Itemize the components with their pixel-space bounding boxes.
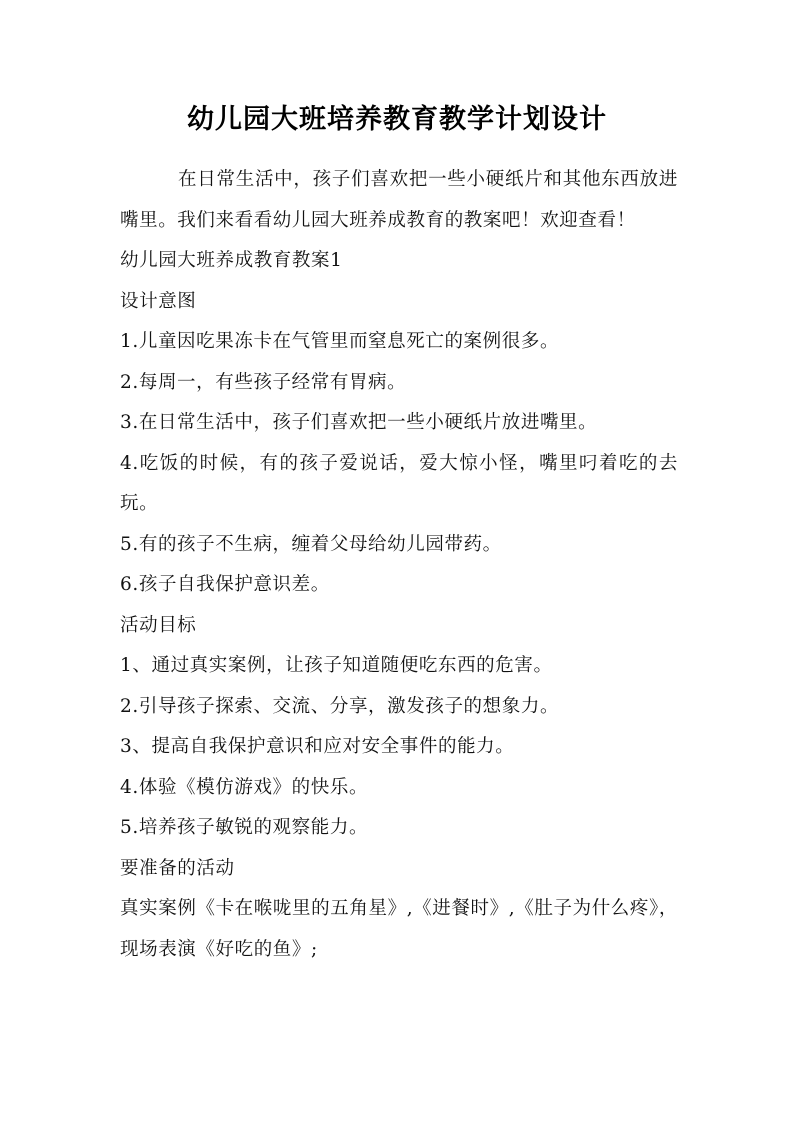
list-item: 1.儿童因吃果冻卡在气管里而窒息死亡的案例很多。: [120, 331, 560, 352]
intro-paragraph: 在日常生活中，孩子们喜欢把一些小硬纸片和其他东西放进嘴里。我们来看看幼儿园大班养成教育的教案吧！欢迎查看！: [120, 169, 678, 231]
document-title: 幼儿园大班培养教育教学计划设计: [187, 104, 607, 135]
list-item: 5.培养孩子敏锐的观察能力。: [120, 817, 369, 838]
list-item: 3、提高自我保护意识和应对安全事件的能力。: [120, 736, 515, 757]
list-item: 1、通过真实案例，让孩子知道随便吃东西的危害。: [120, 655, 553, 676]
section-heading-activity-goals: 活动目标: [120, 614, 197, 636]
lesson-plan-heading: 幼儿园大班养成教育教案1: [120, 250, 343, 271]
preparation-paragraph: 真实案例《卡在喉咙里的五角星》,《进餐时》,《肚子为什么疼》，现场表演《好吃的鱼》;: [120, 898, 678, 960]
list-item: 5.有的孩子不生病，缠着父母给幼儿园带药。: [120, 533, 502, 555]
document-body: [120, 160, 678, 970]
section-heading-design-intent: 设计意图: [120, 290, 197, 312]
list-item: 6.孩子自我保护意识差。: [120, 574, 330, 595]
list-item: 3.在日常生活中，孩子们喜欢把一些小硬纸片放进嘴里。: [120, 412, 598, 433]
list-item: 4.体验《模仿游戏》的快乐。: [120, 776, 369, 798]
section-heading-preparation: 要准备的活动: [120, 857, 235, 879]
list-item: 4.吃饭的时候，有的孩子爱说话，爱大惊小怪，嘴里叼着吃的去玩。: [120, 452, 678, 514]
list-item: 2.引导孩子探索、交流、分享，激发孩子的想象力。: [120, 695, 560, 717]
list-item: 2.每周一，有些孩子经常有胃病。: [120, 371, 407, 393]
